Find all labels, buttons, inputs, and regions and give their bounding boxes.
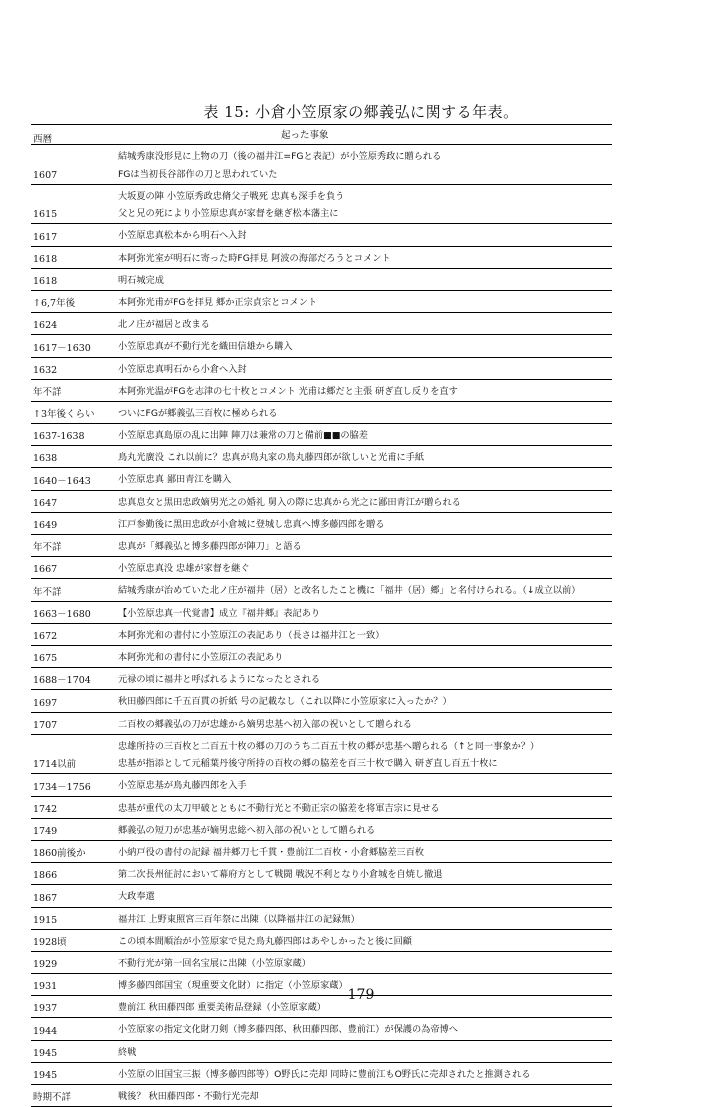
row-event-text: 忠真が「郷義弘と博多藤四郎が陣刀」と語る (118, 541, 302, 552)
row-year: 1637-1638 (33, 431, 85, 443)
row-event-text: 元禄の頃に福井と呼ばれるようになったとされる (118, 674, 321, 686)
row-event-text: この頃本間順治が小笠原家で見た鳥丸藤四郎はあやしかったと後に回顧 (118, 935, 412, 947)
table-row (31, 690, 612, 712)
row-event-text: 北ノ庄が福居と改まる (118, 319, 210, 331)
row-year: 1638 (33, 453, 58, 465)
table-row (31, 557, 612, 579)
row-year: 1928頃 (33, 936, 67, 948)
table-row (31, 646, 612, 668)
table-row (31, 185, 612, 225)
row-event-text: FGは当初長谷部作の刀と思われていた (118, 168, 278, 180)
row-event-text: 父と兄の死により小笠原忠真が家督を継ぎ松本藩主に (118, 208, 339, 220)
header-year: 西暦 (33, 134, 53, 145)
table-row (31, 841, 612, 863)
row-year: 1915 (33, 914, 58, 926)
table-row (31, 602, 612, 624)
table-row (31, 313, 612, 335)
table-row (31, 424, 612, 446)
row-year: 1697 (33, 697, 58, 709)
row-event-text: 郷義弘の短刀が忠基が嫡男忠総へ初入部の祝いとして贈られる (118, 824, 376, 836)
row-event-text: 本阿弥光和の書付に小笠原江の表記あり (118, 651, 284, 663)
table-row (31, 358, 612, 380)
table-row (31, 269, 612, 291)
row-event-text: 小笠原忠基が鳥丸藤四郎を入手 (118, 780, 247, 792)
row-event-text: 本阿弥光和の書付に小笠原江の表記あり（長さは福井江と一致） (118, 629, 385, 641)
row-event-text: 江戸参勤後に黒田忠政が小倉城に登城し忠真へ博多藤四郎を贈る (118, 518, 385, 530)
row-event-text: 小笠原忠真松本から明石へ入封 (118, 230, 247, 242)
row-year: 1618 (33, 253, 58, 265)
row-year: 1714以前 (33, 759, 77, 771)
row-event-text: 結城秀康没形見に上物の刀（後の福井江=FGと表記）が小笠原秀政に贈られる (118, 151, 442, 162)
row-event-text: 秋田藤四郎に千五百貫の折紙 号の記載なし（これ以降に小笠原家に入ったか？） (118, 696, 452, 708)
row-year: 1663－1680 (33, 608, 91, 620)
table-row (31, 774, 612, 796)
table-row (31, 930, 612, 952)
table-row (31, 491, 612, 513)
table-row (31, 713, 612, 735)
row-year: 時期不詳 (33, 1092, 72, 1104)
row-year: 1632 (33, 364, 58, 376)
row-year: 1617 (33, 231, 58, 243)
row-event-text: 戦後？ 秋田藤四郎・不動行光売却 (118, 1091, 259, 1102)
row-event-text: 忠雄所持の三百枚と二百五十枚の郷の刀のうち二百五十枚の郷が忠基へ贈られる（↑と同一事象か？） (118, 740, 540, 752)
table-row (31, 863, 612, 885)
row-year: 1672 (33, 630, 58, 642)
row-event-text: 福井江 上野東照宮三百年祭に出陳（以降福井江の記録無） (118, 913, 360, 925)
table-row (31, 579, 612, 601)
row-year: 年不詳 (33, 386, 62, 398)
table-row (31, 380, 612, 402)
row-year: 1742 (33, 803, 58, 815)
table-row (31, 402, 612, 424)
row-year: 1675 (33, 653, 58, 665)
row-event-text: 鳥丸光廣没 これ以前に？忠真が鳥丸家の鳥丸藤四郎が欲しいと光甫に手紙 (118, 452, 425, 464)
table-title: 表 15: 小倉小笠原家の郷義弘に関する年表。 (203, 103, 519, 121)
table-row (31, 335, 612, 357)
row-event-text: 小笠原忠真明石から小倉へ入封 (118, 363, 247, 375)
chronology-table (31, 124, 612, 1107)
row-year: 年不詳 (33, 586, 62, 598)
row-year: 1688－1704 (33, 675, 91, 687)
table-row (31, 446, 612, 468)
page-number: 179 (347, 987, 375, 1003)
row-event-text: 小笠原忠真が不動行光を織田信雄から購入 (118, 341, 293, 353)
table-row (31, 797, 612, 819)
row-year: ↑6,7年後 (33, 298, 76, 310)
row-event-text: 小納戸役の書付の記録 福井郷刀七千貫・豊前江二百枚・小倉郷脇差三百枚 (118, 846, 425, 858)
table-row (31, 885, 612, 907)
table-row (31, 735, 612, 775)
row-event-text: 結城秀康が治めていた北ノ庄が福井（居）と改名したこと機に「福井（居）郷」と名付けられる。（↓成立以前） (118, 585, 581, 597)
row-year: 1667 (33, 564, 58, 576)
table-row (31, 624, 612, 646)
row-event-text: 本阿弥光温がFGを志津の七十枚とコメント 光甫は郷だと主張 研ぎ直し反りを直す (118, 385, 458, 397)
row-event-text: 明石城完成 (118, 274, 164, 286)
table-row (31, 819, 612, 841)
row-event-text: 第二次長州征討において幕府方として戦闘 戦況不利となり小倉城を自焼し撤退 (118, 869, 443, 881)
row-event-text: 忠真息女と黒田忠政嫡男光之の婚礼 舅入の際に忠真から光之に鄙田青江が贈られる (118, 496, 461, 508)
row-year: ↑3年後くらい (33, 409, 95, 421)
row-year: 1607 (33, 169, 58, 181)
row-year: 1945 (33, 1070, 58, 1081)
table-row (31, 952, 612, 974)
table-row (31, 1085, 612, 1107)
table-row (31, 1041, 612, 1063)
table-row (31, 668, 612, 690)
row-event-text: 終戦 (118, 1046, 137, 1058)
row-event-text: 豊前江 秋田藤四郎 重要美術品登録（小笠原家蔵） (118, 1002, 326, 1014)
row-year: 年不詳 (33, 542, 62, 554)
row-event-text: 大政奉還 (118, 891, 155, 903)
table-row (31, 1063, 612, 1085)
row-event-text: 不動行光が第一回名宝展に出陳（小笠原家蔵） (118, 957, 311, 969)
row-event-text: 本阿弥光甫がFGを拝見 郷か正宗貞宗とコメント (118, 296, 318, 308)
row-year: 1867 (33, 892, 58, 904)
table-row (31, 145, 612, 185)
row-event-text: 本阿弥光室が明石に寄った時FG拝見 阿波の海部だろうとコメント (118, 252, 391, 264)
table-row (31, 535, 612, 557)
row-year: 1707 (33, 719, 58, 731)
row-event-text: 大坂夏の陣 小笠原秀政忠脩父子戦死 忠真も深手を負う (118, 190, 345, 202)
table-row (31, 224, 612, 246)
table-header (31, 124, 612, 145)
row-event-text: 小笠原の旧国宝三振（博多藤四郎等）O野氏に売却 同時に豊前江もO野氏に売却されたと推測される (118, 1068, 531, 1080)
table-row (31, 291, 612, 313)
row-event-text: 【小笠原忠真一代覚書】成立『福井郷』表記あり (118, 607, 321, 619)
row-year: 1749 (33, 825, 58, 837)
row-year: 1649 (33, 520, 58, 531)
row-event-text: 小笠原忠真没 忠雄が家督を継ぐ (118, 563, 250, 575)
header-event: 起った事象 (281, 130, 329, 141)
row-event-text: ついにFGが郷義弘三百枚に極められる (118, 407, 278, 419)
row-event-text: 小笠原家の指定文化財刀剣（博多藤四郎、秋田藤四郎、豊前江）が保護の為帝博へ (118, 1024, 458, 1036)
row-year: 1944 (33, 1025, 58, 1037)
table-body (31, 145, 612, 1107)
row-year: 1624 (33, 320, 58, 332)
row-year: 1937 (33, 1003, 58, 1015)
row-year: 1615 (33, 209, 58, 221)
row-year: 1860前後か (33, 848, 86, 860)
row-year: 1617－1630 (33, 342, 91, 354)
row-year: 1931 (33, 981, 58, 993)
table-row (31, 1018, 612, 1040)
table-row (31, 247, 612, 269)
row-year: 1734－1756 (33, 781, 91, 793)
row-year: 1618 (33, 275, 58, 287)
table-row (31, 468, 612, 490)
table-row (31, 513, 612, 535)
row-year: 1866 (33, 870, 58, 882)
table-row (31, 908, 612, 930)
row-event-text: 二百枚の郷義弘の刀が忠雄から嫡男忠基へ初入部の祝いとして贈られる (118, 718, 412, 730)
row-event-text: 小笠原忠真 鄙田青江を購入 (118, 474, 232, 486)
row-event-text: 忠基が重代の太刀甲破とともに不動行光と不動正宗の脇差を将軍吉宗に見せる (118, 802, 440, 814)
row-year: 1929 (33, 959, 58, 971)
row-year: 1647 (33, 497, 58, 509)
row-year: 1945 (33, 1047, 58, 1059)
row-event-text: 博多藤四郎国宝（現重要文化財）に指定（小笠原家蔵） (118, 980, 348, 992)
row-event-text: 小笠原忠真島原の乱に出陣 陣刀は兼常の刀と備前■■の脇差 (118, 430, 368, 442)
row-year: 1640－1643 (33, 475, 91, 487)
row-event-text: 忠基が指添として元稲葉丹後守所持の百枚の郷の脇差を百三十枚で購入 研ぎ直し百五十枚に (118, 758, 498, 770)
